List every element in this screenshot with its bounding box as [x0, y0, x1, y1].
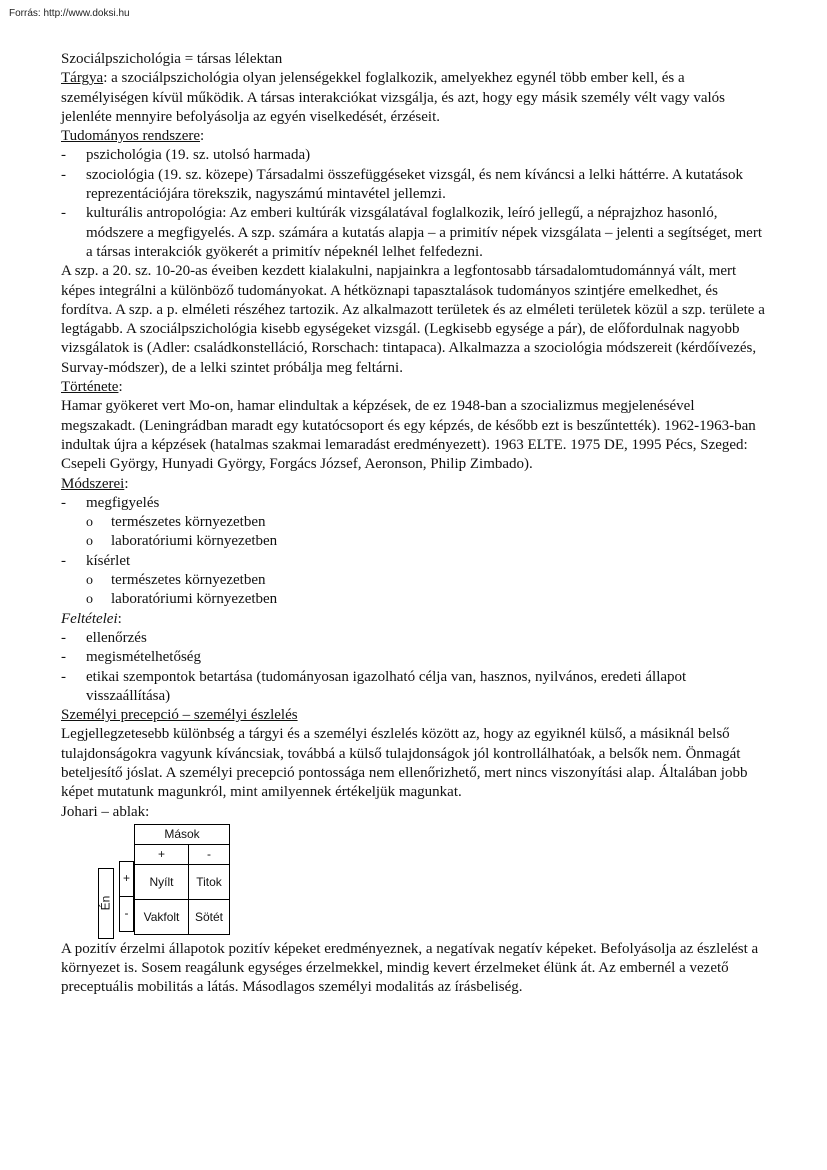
szemelyi-text: Legjellegzetesebb különbség a tárgyi és a személyi észlelés között az, hogy az egyiknél külső, a másiknál belső tulajdonságokra vagyunk kíváncsiak, továbbá a külső tulajdonságok jól kontrollálhatóak, a belsők nem. Önmagát beteljesítő jóslat. A személyi precepció pontossága nem ellenőrizhető, mert nincs viszonyítási alap. Általában jobb képet mutatunk magunkról, mint amilyennek értékeljük magunkat.: [61, 726, 748, 801]
feltetelei-heading: [61, 610, 766, 629]
vakfolt-cell: Vakfolt: [135, 900, 189, 935]
masok-header: Mások: [135, 824, 230, 844]
tortenete-text: Hamar gyökeret vert Mo-on, hamar elindultak a képzések, de ez 1948-ban a szocializmus megjelenésével megszakadt. (Leningrádban maradt egy kutatócsoport és egy képzés, de később ezt is beszűntették). 1962-1963-ban indultak újra a képzések (hatalmas szakmai lemaradást eredményezett). 1963 ELTE. 1975 DE, 1995 Pécs, Szeged: Csepeli György, Hunyadi György, Forgács József, Aeronson, Philip Zimbado).: [61, 398, 756, 473]
johari-table: [134, 824, 230, 936]
en-minus: -: [120, 896, 134, 931]
tudomanyos-heading: [61, 127, 766, 146]
en-label-box: [98, 868, 114, 939]
list-item: - kulturális antropológia: Az emberi kultúrák vizsgálatával foglalkozik, leíró jellegű, a néprajzhoz hasonló, módszere a megfigyelés. A szp. számára a kutatás alapja – a primitív népek vizsgálata – jelenti a segítséget, mert a társas interakciók gyökerét a primitív népeknél lelhet felfedezni.: [61, 204, 766, 262]
source-url: Forrás: http://www.doksi.hu: [9, 8, 130, 19]
sub-list-item: [61, 532, 766, 551]
sub-list-item: [61, 571, 766, 590]
history-paragraph: A szp. a 20. sz. 10-20-as éveiben kezdett kialakulni, napjainkra a legfontosabb társadalomtudománnyá vált, mert képes integrálni a különböző tudományokat. A hétköznapi tapasztalások tudományos szintjére emelkedhet, és fordítva. A szp. a p. elméleti részéhez tartozik. Az alkalmazott területek és az elméleti területek közül a szp. területe a legtágabb. A szociálpszichológia kisebb egységeket vizsgál. (Legkisebb egysége a pár), de előfordulnak nagyobb vizsgálatok is (Adler: családkonstelláció, Rorschach: tintapaca). Alkalmazza a szociológia módszereit (kérdőívezés, Survay-módszer), de a lelki szintet próbálja meg feltárni.: [61, 263, 765, 376]
colon: :: [118, 379, 123, 396]
targya-heading: Tárgya: [61, 70, 104, 87]
sub-list-text: o laboratóriumi környezetben: [111, 533, 278, 550]
document-title: Szociálpszichológia = társas lélektan: [61, 51, 283, 67]
modszerei-heading: [61, 475, 766, 494]
en-signs: [119, 861, 134, 932]
sub-list-item: [61, 513, 766, 532]
list-item: - pszichológia (19. sz. utolsó harmada): [61, 146, 766, 165]
sub-list-text: o laboratóriumi környezetben: [111, 591, 278, 608]
en-plus: +: [120, 861, 134, 896]
masok-minus: -: [189, 845, 230, 865]
list-item: - kísérlet: [61, 552, 766, 571]
closing-paragraph: A pozitív érzelmi állapotok pozitív képeket eredményeznek, a negatívak negatív képeket. Befolyásolja az észlelést a környezet is. Sosem reagálunk egységes érzelmekkel, mindig kevert érzelmeket élünk át. Az embernél a vezető preceptuális mobilitás a látás. Másodlagos személyi modalitás az írásbeliség.: [61, 940, 759, 996]
johari-label: Johari – ablak:: [61, 803, 150, 820]
johari-window: [61, 822, 766, 940]
colon: :: [117, 610, 122, 627]
titok-cell: Titok: [189, 865, 230, 900]
colon: :: [124, 475, 129, 492]
szemelyi-heading: Személyi precepció – személyi észlelés: [61, 707, 298, 724]
list-item: - ellenőrzés: [61, 629, 766, 648]
sub-list-item: [61, 590, 766, 609]
colon: :: [200, 128, 205, 145]
list-item: - szociológia (19. sz. közepe) Társadalmi összefüggéseket vizsgál, és nem kíváncsi a lelki háttérre. A kutatások reprezentációjára törekszik, nagyszámú mintavétel jellemzi.: [61, 166, 766, 205]
sotet-cell: Sötét: [189, 900, 230, 935]
document-body: [61, 50, 766, 998]
feltetelei-label: Feltételei: [61, 610, 118, 627]
list-item: - megismételhetőség: [61, 648, 766, 667]
tortenete-label: Története: [61, 379, 119, 396]
targya-text: : a szociálpszichológia olyan jelenségekkel foglalkozik, amelyekhez egynél több ember kell, és a személyiségen kívül működik. A társas interakciókat vizsgálja, és azt, hogy egy másik személy vélt vagy valós jelenléte mennyire befolyásolja az egyén viselkedését, érzéseit.: [61, 70, 725, 125]
modszerei-label: Módszerei: [61, 475, 125, 492]
masok-plus: +: [135, 845, 189, 865]
sub-list-text: o természetes környezetben: [111, 514, 266, 531]
list-item: - etikai szempontok betartása (tudományosan igazolható célja van, hasznos, nyilvános, eredeti állapot visszaállítása): [61, 668, 766, 707]
tudomanyos-label: Tudományos rendszere: [61, 128, 201, 145]
en-label: Én: [98, 896, 113, 911]
tortenete-heading: [61, 378, 766, 397]
list-item: - megfigyelés: [61, 494, 766, 513]
targya-paragraph: [61, 69, 766, 127]
nyilt-cell: Nyílt: [135, 865, 189, 900]
sub-list-text: o természetes környezetben: [111, 572, 266, 589]
